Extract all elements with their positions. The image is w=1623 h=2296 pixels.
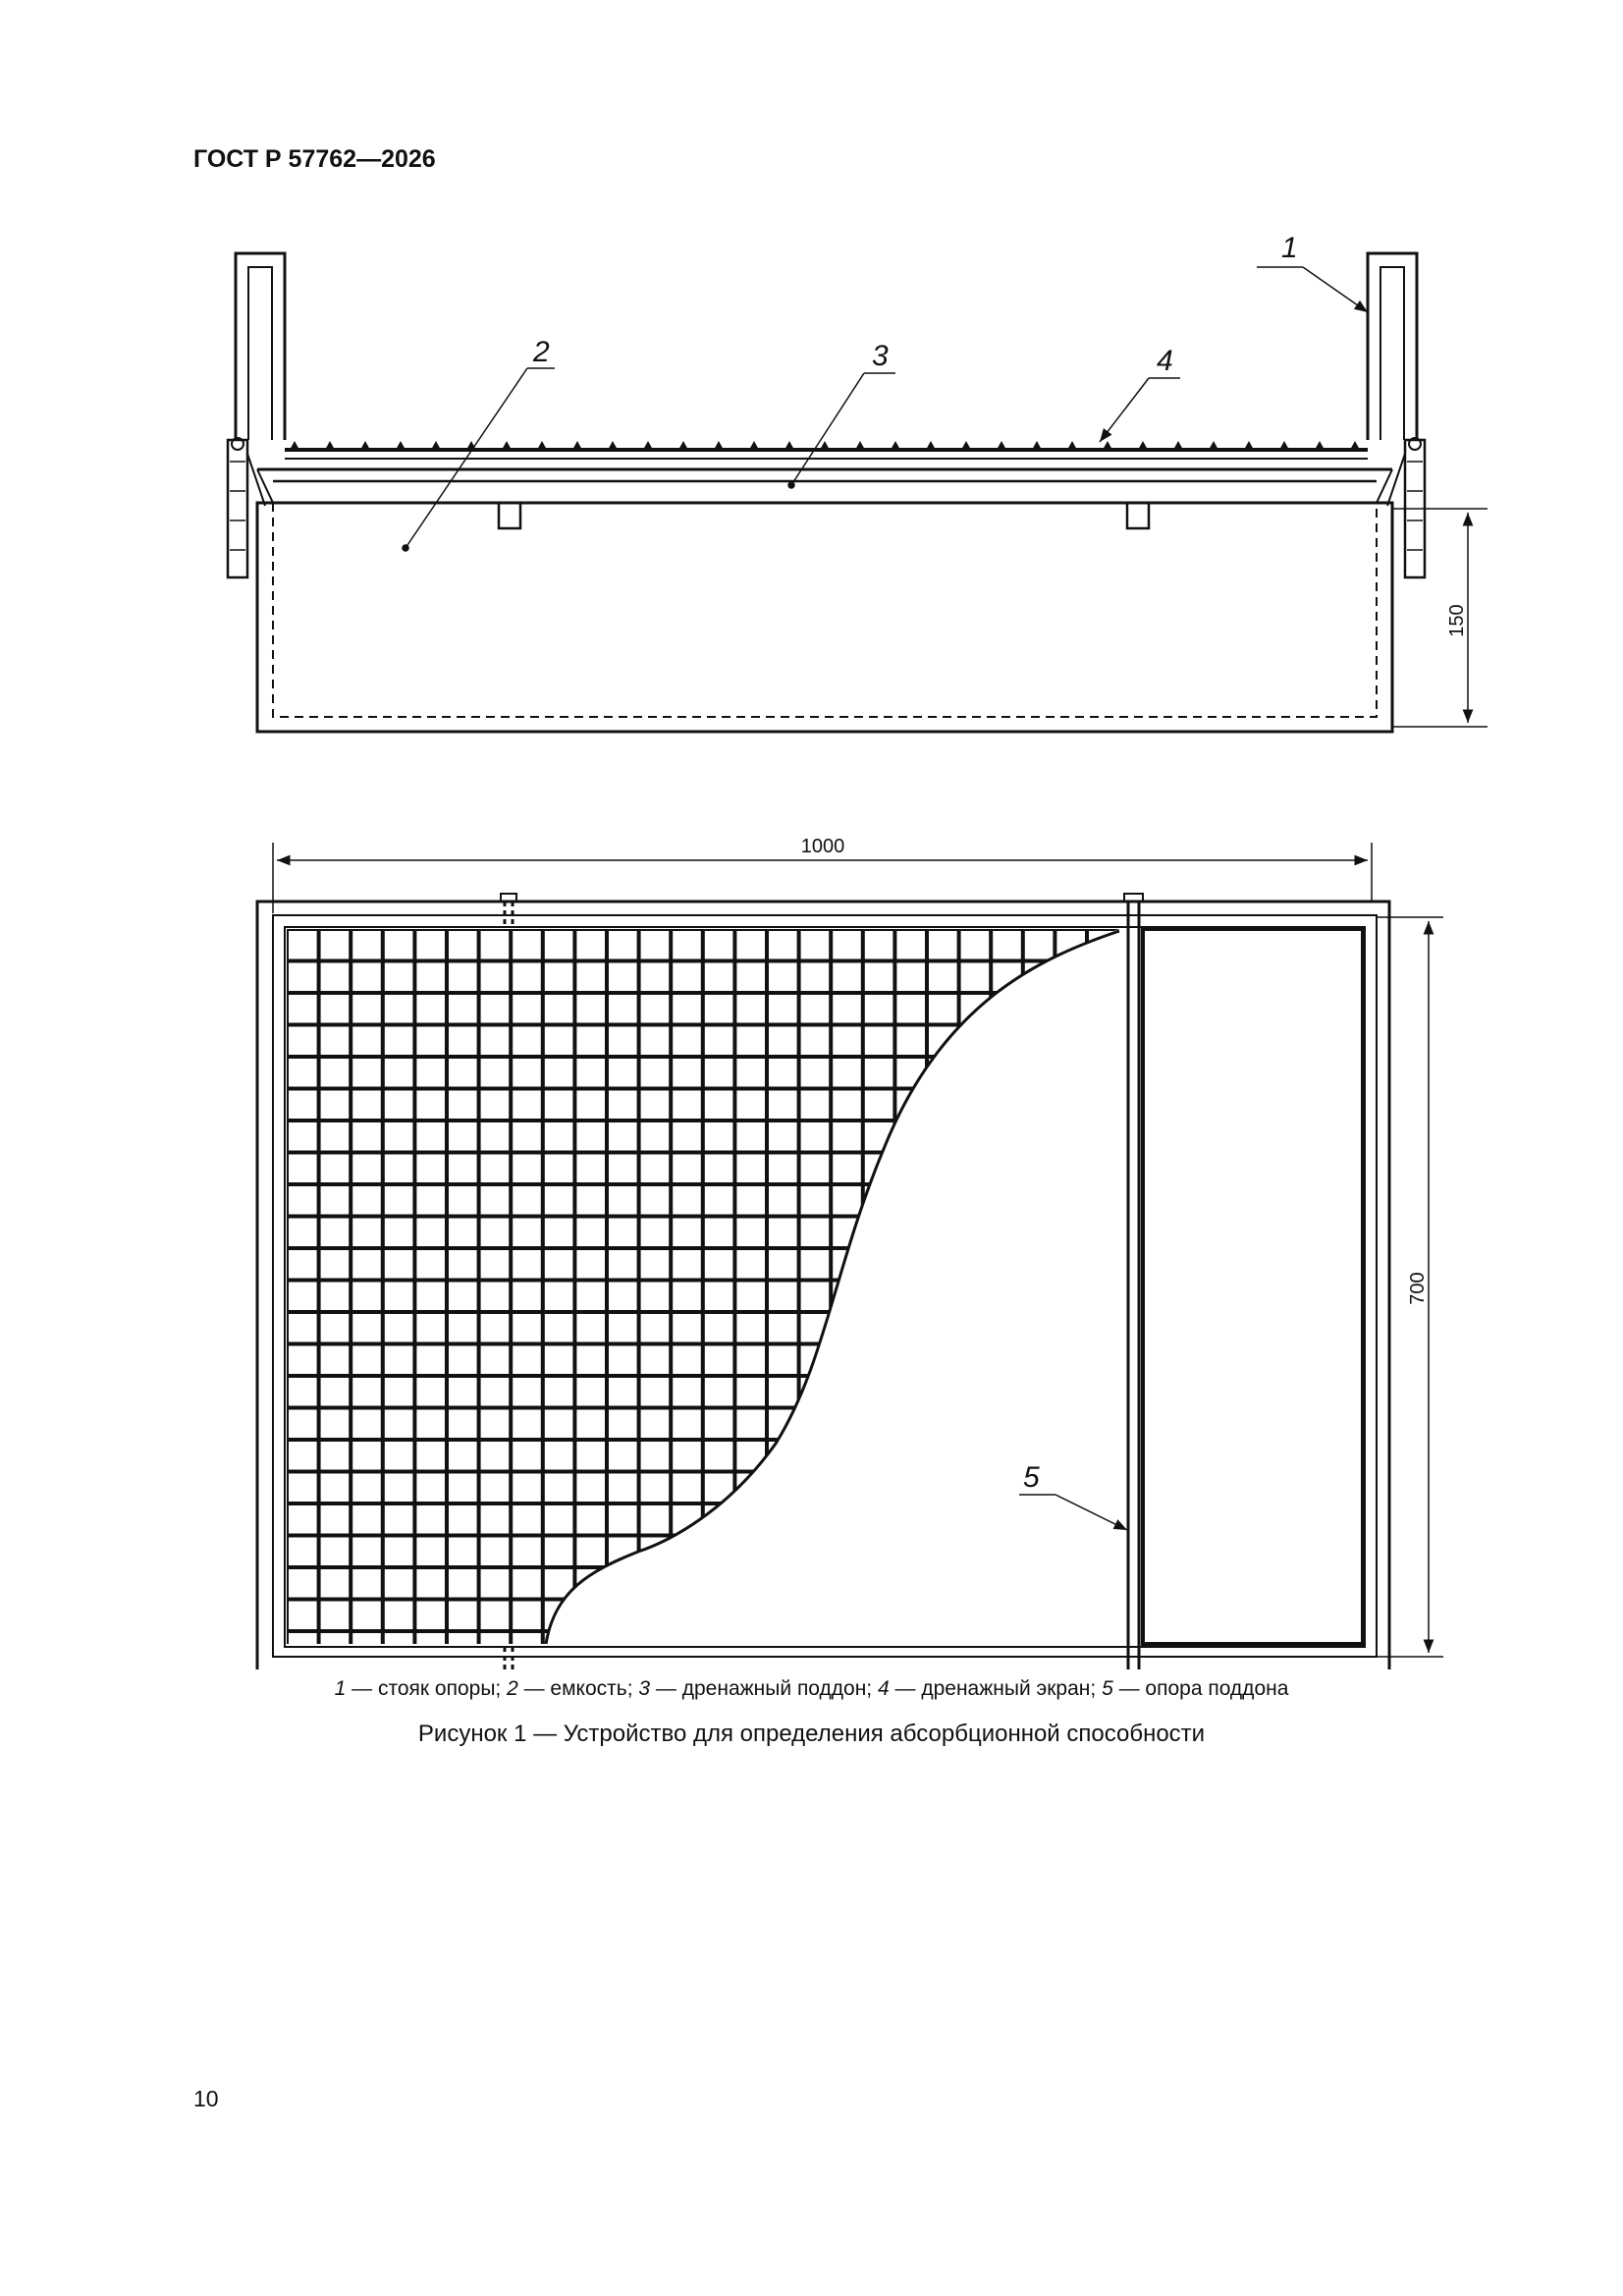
- screen-stud: [820, 441, 830, 450]
- legend-text-1: — стояк опоры;: [346, 1677, 508, 1700]
- screen-stud: [325, 441, 335, 450]
- screen-stud: [997, 441, 1006, 450]
- side-callouts: [403, 267, 1368, 551]
- screen-stud: [891, 441, 900, 450]
- screen-stud: [1103, 441, 1112, 450]
- screen-stud: [784, 441, 794, 450]
- screen-stud: [1350, 441, 1360, 450]
- dimension-height: [1392, 509, 1488, 727]
- page-number: 10: [193, 2086, 219, 2111]
- screen-stud: [572, 441, 582, 450]
- screen-stud: [360, 441, 370, 450]
- screen-stud: [608, 441, 618, 450]
- legend-num-5: 5: [1102, 1677, 1113, 1700]
- figure-legend: [0, 1677, 1623, 1701]
- plan-outer-frame: [257, 902, 1389, 1669]
- screen-stud: [396, 441, 406, 450]
- dimension-700-label: 700: [1407, 1272, 1429, 1305]
- dimension-1000-label: 1000: [800, 836, 845, 857]
- callout-5: 5: [1023, 1461, 1040, 1494]
- screen-stud: [961, 441, 971, 450]
- screen-stud: [1173, 441, 1183, 450]
- figure-caption: Рисунок 1 — Устройство для определения абсорбционной способности: [417, 1721, 1206, 1747]
- screen-stud: [1244, 441, 1254, 450]
- screen-stud: [1138, 441, 1148, 450]
- dimension-150-label: 150: [1446, 604, 1468, 637]
- callout-2: 2: [533, 336, 550, 368]
- screen-stud: [926, 441, 936, 450]
- screen-stud: [1067, 441, 1077, 450]
- document-header: ГОСТ Р 57762—2026: [193, 145, 436, 173]
- callout-1: 1: [1281, 232, 1298, 264]
- plan-view: [257, 843, 1443, 1669]
- legend-num-3: 3: [638, 1677, 651, 1700]
- screen-stud: [714, 441, 724, 450]
- legend-text-5: — опора поддона: [1112, 1677, 1289, 1700]
- screen-stud: [643, 441, 653, 450]
- drainage-tray: [257, 469, 1392, 503]
- screen-stud: [1032, 441, 1042, 450]
- drainage-grid: [287, 929, 1119, 1644]
- screen-stud: [1209, 441, 1218, 450]
- legend-num-4: 4: [877, 1677, 890, 1700]
- callout-4: 4: [1157, 345, 1173, 377]
- legend-text-3: — дренажный поддон;: [650, 1677, 878, 1700]
- screen-stud: [431, 441, 441, 450]
- screen-stud: [290, 441, 299, 450]
- legend-num-2: 2: [507, 1677, 518, 1700]
- screen-stud: [537, 441, 547, 450]
- drainage-screen: [285, 441, 1368, 459]
- container: [257, 503, 1392, 732]
- legend-text-2: — емкость;: [517, 1677, 639, 1700]
- screen-stud: [749, 441, 759, 450]
- side-view: [228, 253, 1488, 732]
- legend-num-1: 1: [334, 1677, 347, 1700]
- legend-text-4: — дренажный экран;: [889, 1677, 1103, 1700]
- callout-3: 3: [872, 340, 889, 372]
- screen-stud: [855, 441, 865, 450]
- screen-stud: [502, 441, 512, 450]
- callout-5-leader: [1019, 1495, 1127, 1530]
- screen-stud: [1279, 441, 1289, 450]
- screen-stud: [678, 441, 688, 450]
- screen-stud: [1315, 441, 1325, 450]
